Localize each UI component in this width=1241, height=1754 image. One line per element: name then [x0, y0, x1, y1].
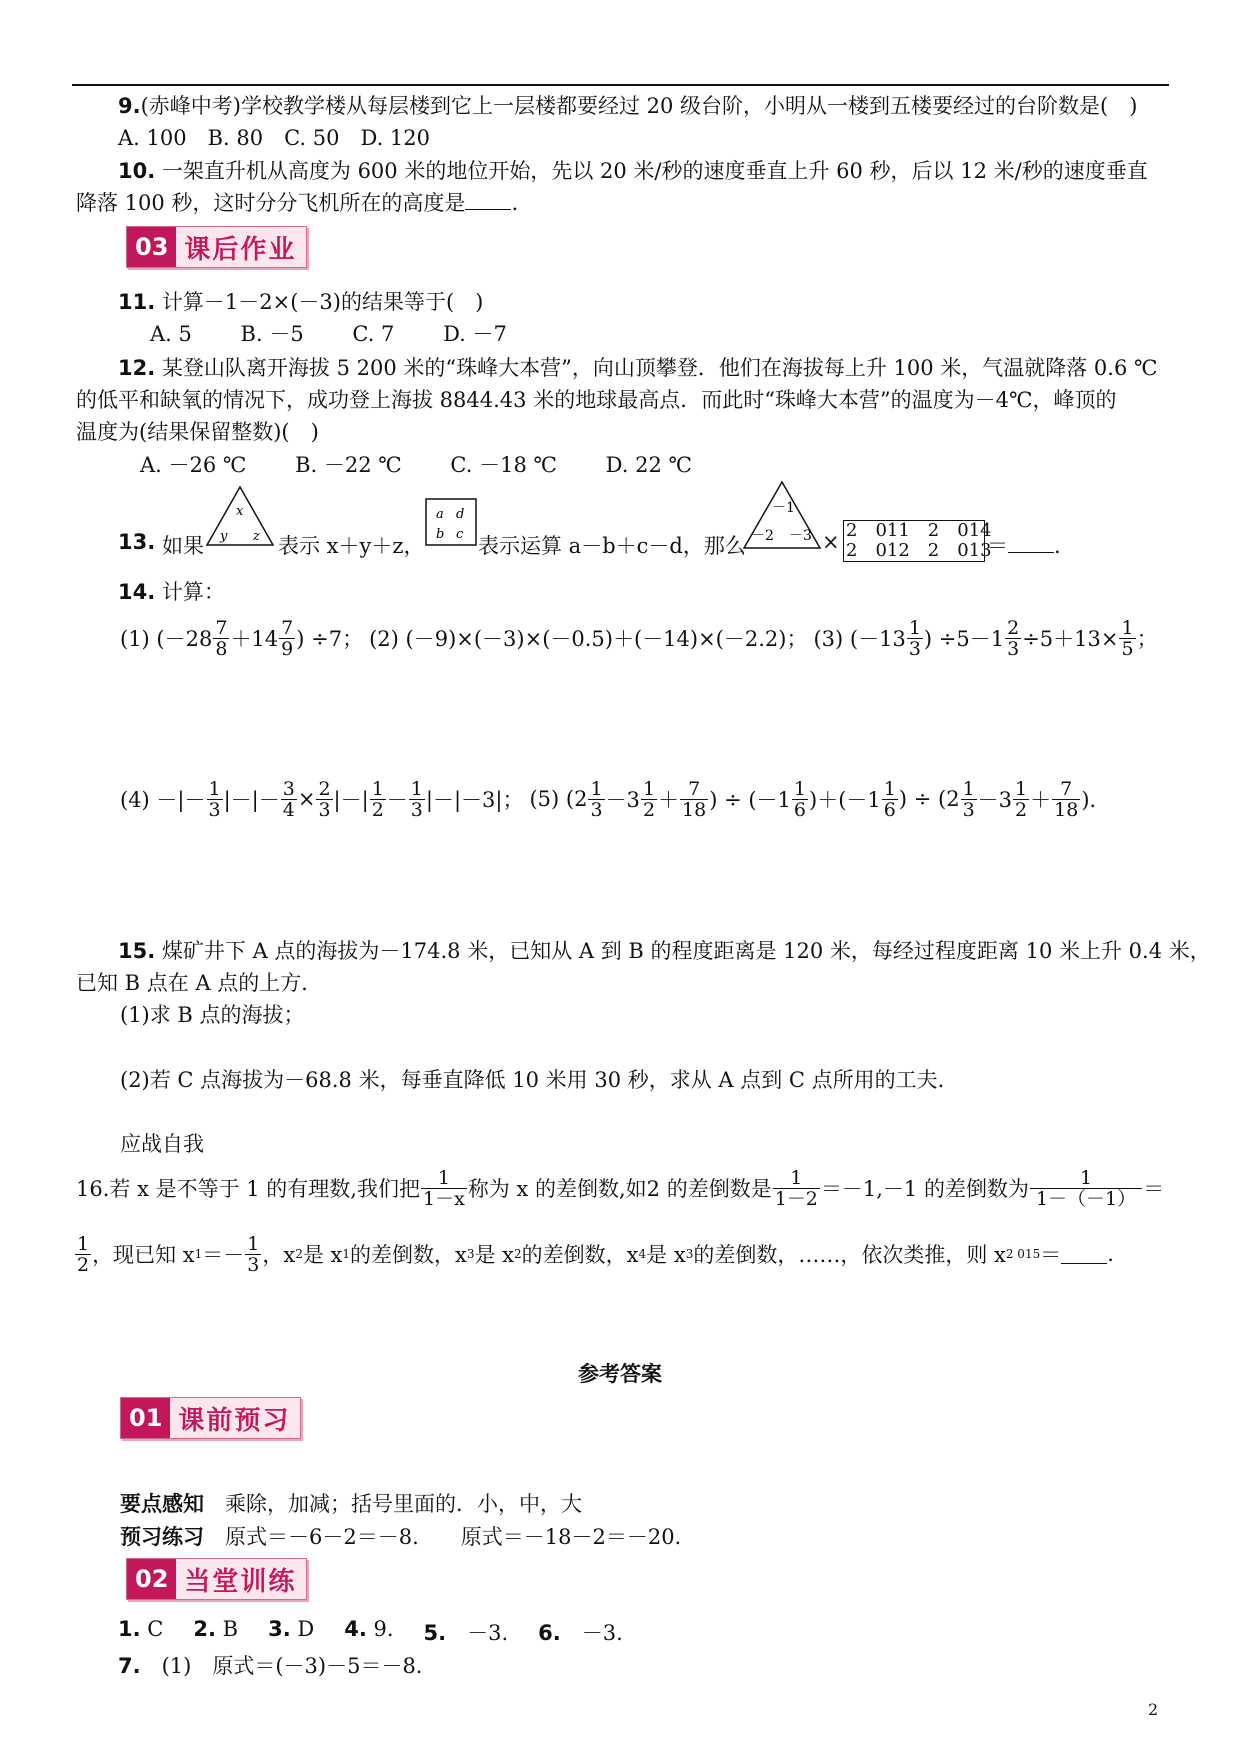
- answer-item: 2. B: [193, 1617, 239, 1641]
- fraction: $\frac{2}{3}$: [1007, 616, 1020, 660]
- triangle-numbers-figure: [742, 480, 822, 550]
- fraction: $\frac{1}{2}$: [1015, 777, 1028, 821]
- tri1-right: z: [253, 529, 260, 544]
- fraction: $\frac{1}{1-2}$: [774, 1166, 818, 1210]
- section-badge-02: 02 当堂训练: [126, 1558, 307, 1600]
- answer-item: 5. －3.: [423, 1621, 509, 1645]
- fraction: $\frac{1}{3}$: [247, 1232, 260, 1276]
- section-badge-01: 01 课前预习: [120, 1397, 301, 1439]
- fraction: $\frac{1}{3}$: [908, 616, 921, 660]
- q10-line1: 10. 一架直升机从高度为 600 米的地位开始，先以 20 米/秒的速度垂直上升 60 秒，后以 12 米/秒的速度垂直: [118, 159, 1148, 183]
- q15-line2: 已知 B 点在 A 点的上方．: [76, 971, 323, 995]
- answer-row-2: 7. (1) 原式＝(－3)－5＝－8.: [118, 1654, 423, 1678]
- fraction: $\frac{1}{3}$: [590, 777, 603, 821]
- tri1-top: x: [236, 504, 244, 519]
- q12-line2: 的低平和缺氧的情况下，成功登上海拔 8844.43 米的地球最高点．而此时“珠峰大本营”的温度为－4℃，峰顶的: [76, 388, 1117, 412]
- answer-item: 6. －3.: [538, 1621, 623, 1645]
- q11-options: A. 5 B. －5 C. 7 D. －7: [150, 322, 507, 346]
- fraction: $\frac{1}{2}$: [371, 777, 384, 821]
- triangle-xyz-figure: [205, 485, 275, 547]
- q10-number: 10.: [118, 159, 156, 183]
- fraction: $\frac{2}{3}$: [318, 777, 331, 821]
- fraction: $\frac{3}{4}$: [282, 777, 295, 821]
- q16-line2: $\frac{1}{2}$ ，现已知 x 1 ＝－ $\frac{1}{3}$ ，x 2 是 x 1 的差倒数，x 3 是 x 2 的差倒数，x 4 是 x 3 的差倒数，……，依次类推，则 x 2 015 ＝ .: [77, 1232, 1114, 1276]
- q12-line3: 温度为(结果保留整数)( ): [76, 420, 319, 444]
- q12-options: A. －26 ℃ B. －22 ℃ C. －18 ℃ D. 22 ℃: [140, 453, 692, 477]
- fraction: $\frac{1}{1-x}$: [422, 1166, 465, 1210]
- q13-text1: 如果: [162, 534, 204, 558]
- q16-line1: 16.若 x 是不等于 1 的有理数,我们把 $\frac{1}{1-x}$ 称为 x 的差倒数,如2 的差倒数是 $\frac{1}{1-2}$ ＝－1,－1 的差倒数为 $\frac{1}{1-(-1)}$ ＝: [76, 1166, 1165, 1210]
- q13-eq: ＝ .: [987, 534, 1061, 558]
- fraction: $\frac{1}{6}$: [793, 777, 807, 821]
- q14-title: 14. 计算：: [118, 580, 225, 604]
- page-number: 2: [1148, 1700, 1159, 1719]
- answer-preview-practice: 预习练习 原式＝－6－2＝－8. 原式＝－18－2＝－20.: [120, 1524, 682, 1549]
- fraction: $\frac{7}{8}$: [215, 616, 228, 660]
- section-badge-03: 03 课后作业: [126, 226, 307, 268]
- svg-text:d: d: [456, 507, 465, 522]
- q9-options: A. 100 B. 80 C. 50 D. 120: [118, 126, 431, 150]
- fraction: $\frac{1}{6}$: [883, 777, 896, 821]
- fraction: $\frac{1}{1-(-1)}$: [1030, 1168, 1142, 1209]
- square-abcd-figure: [425, 498, 477, 546]
- q11-line: 11. 计算－1－2×(－3)的结果等于( ): [118, 290, 484, 314]
- q13-times: ×: [822, 530, 840, 554]
- answer-key-points: 要点感知 乘除，加减；括号里面的．小，中，大: [120, 1491, 582, 1516]
- fraction: $\frac{1}{5}$: [1121, 616, 1134, 660]
- q14-row2: (4) －|－ $\frac{1}{3}$ |－|－ $\frac{3}{4}$ × $\frac{2}{3}$ |－| $\frac{1}{2}$ － $\frac{1}{3}$ |－|－3|； (5) (2 $\frac{1}{3}$ －3 $\frac{1}{2}$ ＋ $\frac{7}{18}$ ) ÷ (－1 $\frac{1}{6}$ )＋(－1 $\frac{1}{6}$ ) ÷ (2 $\frac{1}{3}$ －3 $\frac{1}{2}$ ＋ $\frac{7}{18}$ )．: [120, 777, 1111, 821]
- fraction: $\frac{7}{18}$: [1054, 777, 1079, 821]
- q15-sub1: (1)求 B 点的海拔；: [120, 1003, 305, 1027]
- number-grid-figure: 2 011 2 014 2 012 2 013: [843, 520, 985, 562]
- q14-row1: (1) (－28 $\frac{7}{8}$ ＋14 $\frac{7}{9}$ ) ÷7； (2) (－9)×(－3)×(－0.5)＋(－14)×(－2.2)； (3) (－13 $\frac{1}{3}$ ) ÷5－1 $\frac{2}{3}$ ÷5＋13× $\frac{1}{5}$ ；: [120, 616, 1158, 660]
- svg-text:－2: －2: [751, 528, 774, 544]
- q15-sub2: (2)若 C 点海拔为－68.8 米，每垂直降低 10 米用 30 秒，求从 A 点到 C 点所用的工夫．: [120, 1068, 959, 1092]
- answer-item: 1. C: [118, 1617, 164, 1641]
- fraction: $\frac{1}{2}$: [77, 1232, 90, 1276]
- q10-line2: 降落 100 秒，这时分分飞机所在的高度是 .: [76, 191, 519, 215]
- answers-title: 参考答案: [578, 1361, 662, 1386]
- svg-text:c: c: [456, 527, 464, 542]
- q9-text: (赤峰中考)学校教学楼从每层楼到它上一层楼都要经过 20 级台阶，小明从一楼到五楼要经过的台阶数是( ): [140, 94, 1138, 118]
- answer-item: 4. 9.: [344, 1617, 394, 1641]
- q13-text2: 表示 x＋y＋z，: [278, 534, 425, 558]
- q15-line1: 15. 煤矿井下 A 点的海拔为－174.8 米，已知从 A 到 B 的程度距离是 120 米，每经过程度距离 10 米上升 0.4 米，: [118, 939, 1211, 963]
- fraction: $\frac{1}{3}$: [962, 777, 975, 821]
- answer-blank[interactable]: [1008, 534, 1054, 553]
- svg-text:a: a: [436, 507, 444, 522]
- fraction: $\frac{7}{9}$: [281, 616, 294, 660]
- answer-blank[interactable]: [465, 191, 511, 210]
- q13-number: 13.: [118, 530, 156, 554]
- answer-row-1: [118, 1617, 623, 1647]
- answer-item: 3. D: [268, 1617, 315, 1641]
- q9-number: 9.: [118, 94, 141, 118]
- q9-line: [118, 90, 1137, 120]
- section-self-challenge: 应战自我: [120, 1132, 204, 1156]
- tri1-left: y: [220, 529, 228, 544]
- q13-text3: 表示运算 a－b＋c－d，那么: [478, 534, 746, 558]
- q12-line1: 12. 某登山队离开海拔 5 200 米的“珠峰大本营”，向山顶攀登．他们在海拔每上升 100 米，气温就降落 0.6 ℃: [118, 356, 1158, 380]
- svg-text:－3: －3: [789, 528, 812, 544]
- header-rule: [72, 84, 1169, 86]
- answer-blank[interactable]: [1061, 1245, 1107, 1264]
- fraction: $\frac{1}{3}$: [410, 777, 423, 821]
- fraction: $\frac{7}{18}$: [682, 777, 707, 821]
- fraction: $\frac{1}{2}$: [642, 777, 656, 821]
- svg-text:b: b: [436, 527, 445, 542]
- fraction: $\frac{1}{3}$: [208, 777, 221, 821]
- svg-text:－1: －1: [772, 500, 795, 516]
